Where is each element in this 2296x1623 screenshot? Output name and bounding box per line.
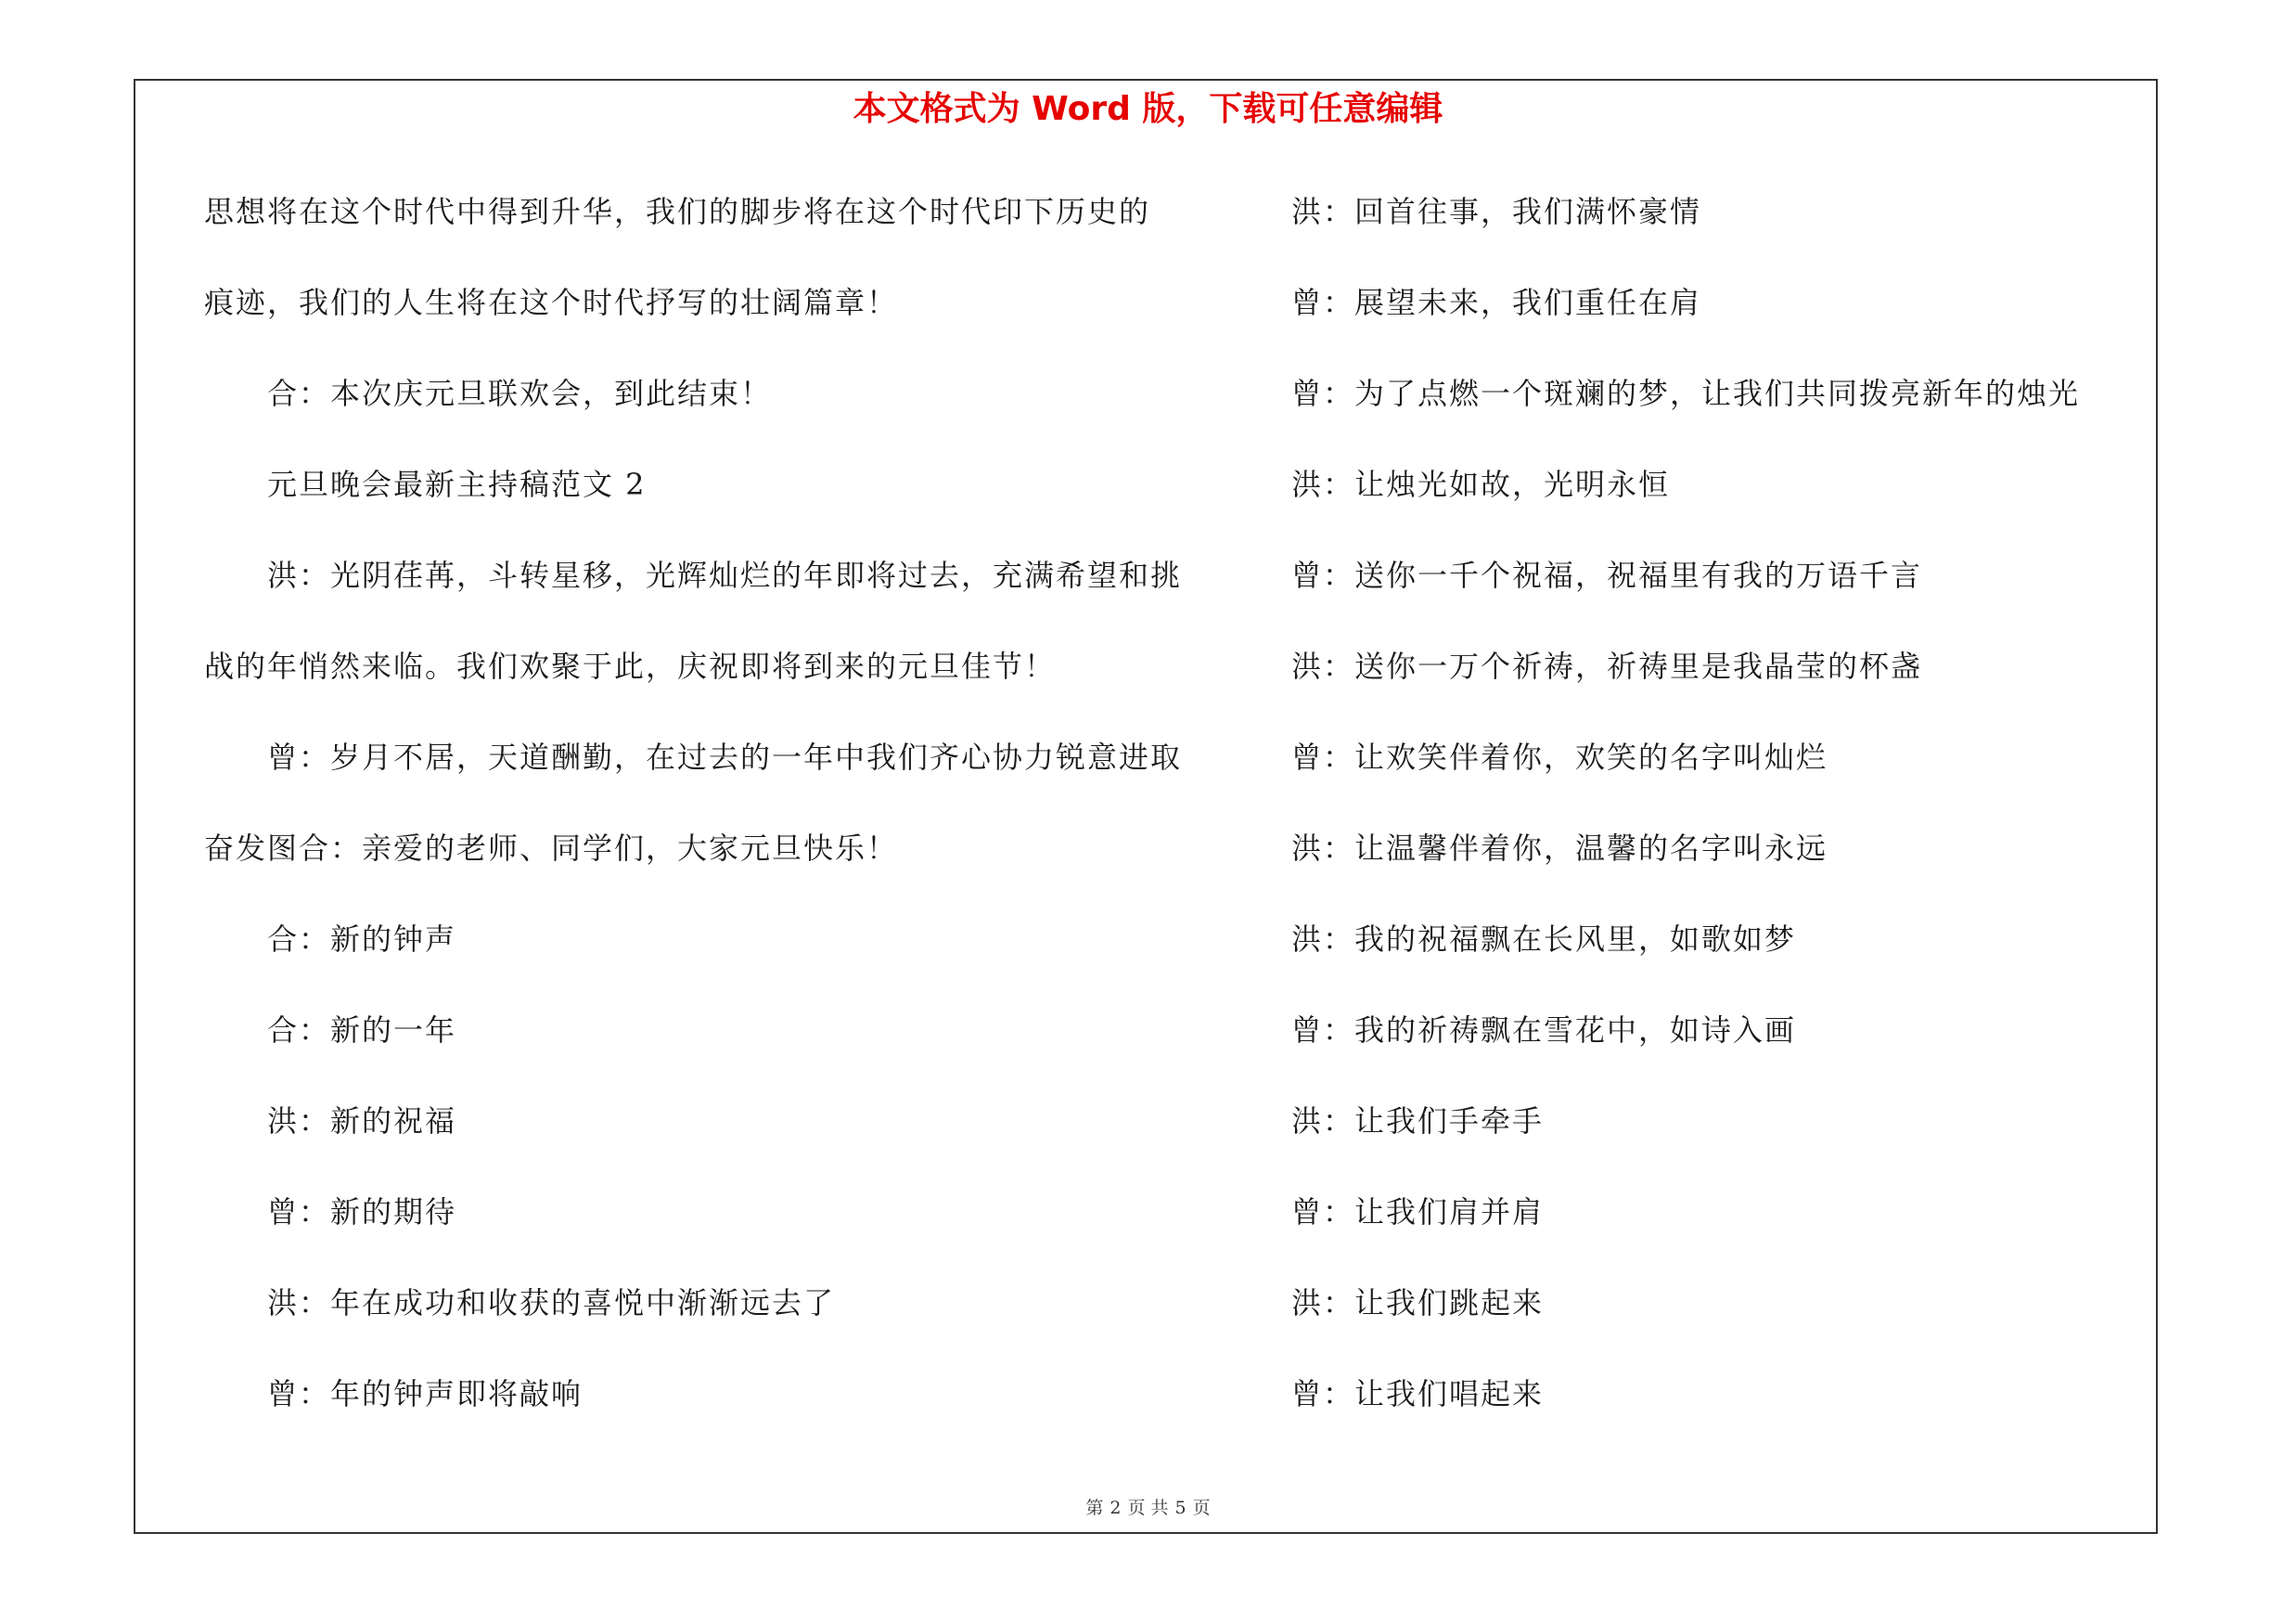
right-paragraph-line: 曾：让欢笑伴着你，欢笑的名字叫灿烂: [1291, 740, 1828, 775]
footer-suffix: 页: [1192, 1498, 1211, 1518]
left-paragraph-line: 合：本次庆元旦联欢会，到此结束！: [267, 376, 773, 411]
left-paragraph-line: 元旦晚会最新主持稿范文 2: [267, 467, 647, 502]
left-column: [204, 184, 1183, 1457]
right-paragraph-line: 曾：让我们肩并肩: [1291, 1194, 1545, 1230]
right-paragraph-line: 洪：让我们跳起来: [1291, 1285, 1545, 1320]
left-paragraph-line: 思想将在这个时代中得到升华，我们的脚步将在这个时代印下历史的: [204, 194, 1151, 229]
format-banner: 本文格式为 Word 版，下载可任意编辑: [853, 90, 1443, 128]
right-paragraph-line: 洪：送你一万个祈祷，祈祷里是我晶莹的杯盏: [1291, 649, 1923, 684]
left-paragraph-line: 合：新的一年: [267, 1012, 457, 1048]
left-paragraph-line: 曾：年的钟声即将敲响: [267, 1376, 584, 1411]
right-paragraph-line: 曾：让我们唱起来: [1291, 1376, 1545, 1411]
right-paragraph-line: 洪：让温馨伴着你，温馨的名字叫永远: [1291, 831, 1828, 866]
left-paragraph-line: 战的年悄然来临。我们欢聚于此，庆祝即将到来的元旦佳节！: [204, 649, 1057, 684]
footer-current-page: 2: [1110, 1498, 1122, 1518]
right-paragraph-line: 洪：我的祝福飘在长风里，如歌如梦: [1291, 921, 1797, 957]
left-paragraph-line: 洪：光阴荏苒，斗转星移，光辉灿烂的年即将过去，充满希望和挑: [267, 558, 1183, 593]
left-paragraph-line: 曾：新的期待: [267, 1194, 457, 1230]
right-paragraph-line: 洪：回首往事，我们满怀豪情: [1291, 194, 1702, 229]
right-paragraph-line: 曾：我的祈祷飘在雪花中，如诗入画: [1291, 1012, 1797, 1048]
footer-prefix: 第: [1085, 1498, 1104, 1518]
left-paragraph-line: 奋发图合：亲爱的老师、同学们，大家元旦快乐！: [204, 831, 899, 866]
left-paragraph-line: 洪：年在成功和收获的喜悦中渐渐远去了: [267, 1285, 836, 1320]
right-column: [1291, 184, 2108, 1457]
page-number-footer: [0, 1496, 2296, 1520]
left-paragraph-line: 合：新的钟声: [267, 921, 457, 957]
footer-mid: 页 共: [1127, 1498, 1169, 1518]
footer-total-pages: 5: [1174, 1498, 1186, 1518]
right-paragraph-line: 曾：为了点燃一个斑斓的梦，让我们共同拨亮新年的烛光: [1291, 376, 2081, 411]
left-paragraph-line: 曾：岁月不居，天道酬勤，在过去的一年中我们齐心协力锐意进取: [267, 740, 1183, 775]
left-paragraph-line: 洪：新的祝福: [267, 1103, 457, 1139]
right-paragraph-line: 洪：让烛光如故，光明永恒: [1291, 467, 1671, 502]
right-paragraph-line: 曾：送你一千个祝福，祝福里有我的万语千言: [1291, 558, 1923, 593]
left-paragraph-line: 痕迹，我们的人生将在这个时代抒写的壮阔篇章！: [204, 285, 899, 320]
right-paragraph-line: 洪：让我们手牵手: [1291, 1103, 1545, 1139]
right-paragraph-line: 曾：展望未来，我们重任在肩: [1291, 285, 1702, 320]
